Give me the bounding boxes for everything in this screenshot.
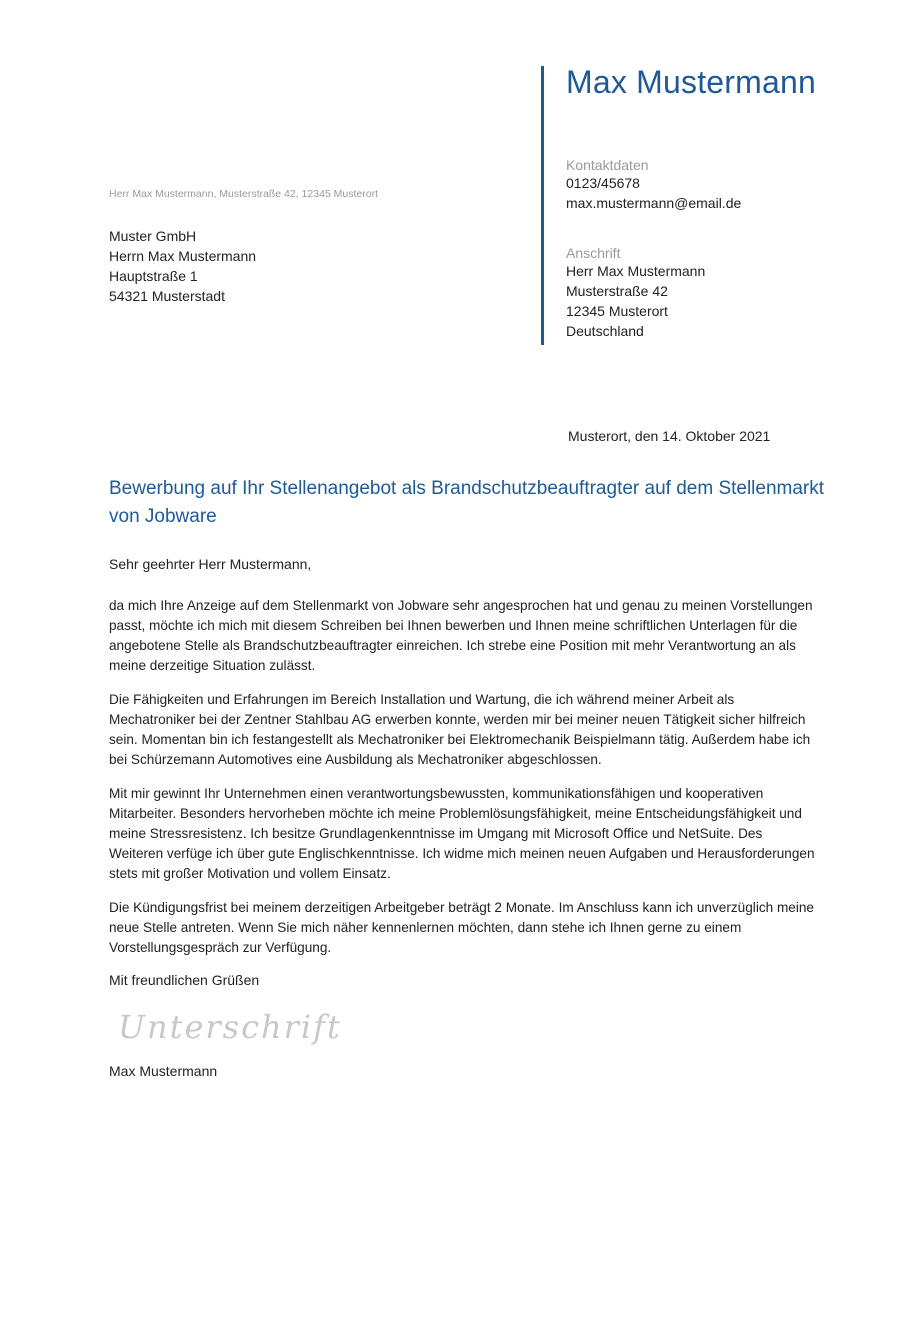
recipient-address: [109, 226, 256, 306]
closing-phrase: Mit freundlichen Grüßen: [109, 972, 260, 988]
address-block: [566, 245, 705, 341]
header-accent-bar: [541, 66, 544, 345]
recipient-line: 54321 Musterstadt: [109, 288, 225, 304]
signature-placeholder: Unterschrift: [118, 1008, 342, 1046]
letter-body: [109, 596, 819, 972]
address-line: 12345 Musterort: [566, 303, 668, 319]
letter-subject: Bewerbung auf Ihr Stellenangebot als Brandschutzbeauftragter auf dem Stellenmarkt von Jobware: [109, 478, 825, 527]
phone-number: 0123/45678: [566, 175, 640, 191]
body-paragraph: Die Fähigkeiten und Erfahrungen im Bereich Installation und Wartung, die ich während meiner Arbeit als Mechatroniker bei der Zentner Stahlbau AG erwerben konnte, werden mir bei meiner neuen Tätigkeit sicher hilfreich sein. Momentan bin ich festangestellt als Mechatroniker bei Elektromechanik Beispielmann tätig. Außerdem habe ich bei Schürzemann Automotives eine Ausbildung als Mechatroniker abgeschlossen.: [109, 692, 811, 767]
contact-block: [566, 157, 741, 213]
address-line: Deutschland: [566, 323, 644, 339]
applicant-name: Max Mustermann: [566, 64, 816, 100]
email-address: max.mustermann@email.de: [566, 195, 742, 211]
recipient-line: Muster GmbH: [109, 228, 197, 244]
address-line: Musterstraße 42: [566, 283, 668, 299]
body-paragraph: Mit mir gewinnt Ihr Unternehmen einen verantwortungsbewussten, kommunikationsfähigen und kooperativen Mitarbeiter. Besonders hervorheben möchte ich meine Problemlösungsfähigkeit, meine Entscheidungsfähigkeit und meine Stressresistenz. Ich besitze Grundlagenkenntnisse im Umgang mit Microsoft Office und NetSuite. Des Weiteren verfüge ich über gute Englischkenntnisse. Ich widme mich meinen neuen Aufgaben und Herausforderungen stets mit großer Motivation und vollem Einsatz.: [109, 786, 815, 881]
salutation: Sehr geehrter Herr Mustermann,: [109, 556, 312, 572]
contact-label: Kontaktdaten: [566, 157, 649, 173]
recipient-line: Herrn Max Mustermann: [109, 248, 257, 264]
body-paragraph: da mich Ihre Anzeige auf dem Stellenmarkt von Jobware sehr angesprochen hat und genau zu meinen Vorstellungen passt, möchte ich mich mit diesem Schreiben bei Ihnen bewerben und Ihnen meine schriftlichen Unterlagen für die angebotene Stelle als Brandschutzbeauftragter einreichen. Ich strebe eine Position mit mehr Verantwortung an als meine derzeitige Situation zulässt.: [109, 598, 813, 673]
recipient-line: Hauptstraße 1: [109, 268, 198, 284]
address-line: Herr Max Mustermann: [566, 263, 706, 279]
sender-return-line: Herr Max Mustermann, Musterstraße 42, 12345 Musterort: [109, 188, 379, 200]
signer-name: Max Mustermann: [109, 1063, 218, 1079]
letter-date: Musterort, den 14. Oktober 2021: [568, 428, 771, 444]
body-paragraph: Die Kündigungsfrist bei meinem derzeitigen Arbeitgeber beträgt 2 Monate. Im Anschluss kann ich unverzüglich meine neue Stelle antreten. Wenn Sie mich näher kennenlernen möchten, dann stehe ich Ihnen gerne zu einem Vorstellungsgespräch zur Verfügung.: [109, 900, 814, 955]
address-label: Anschrift: [566, 245, 621, 261]
